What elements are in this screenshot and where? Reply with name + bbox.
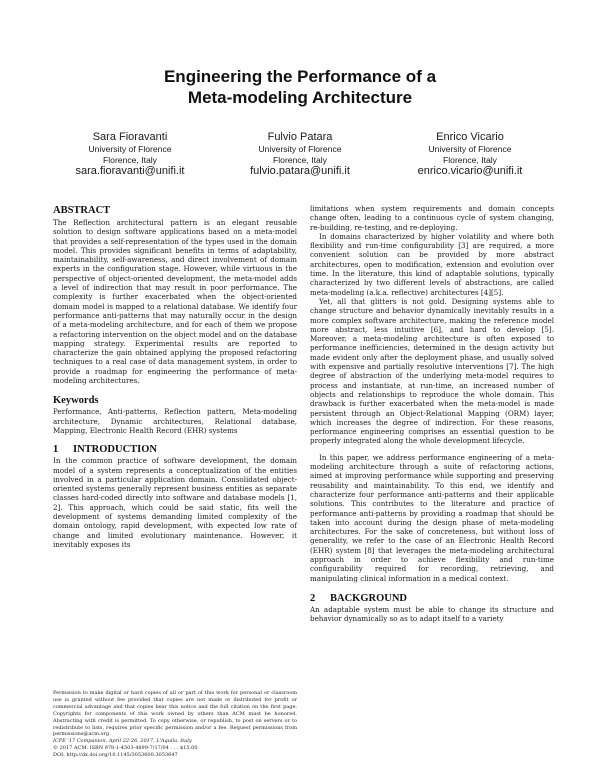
author-affiliation: University of Florence <box>258 144 342 154</box>
author-email: sara.fioravanti@unifi.it <box>75 165 185 177</box>
author-email: fulvio.patara@unifi.it <box>250 165 350 177</box>
title-line-2: Meta-modeling Architecture <box>187 88 413 107</box>
author-2 <box>215 131 385 178</box>
author-name: Sara Fioravanti <box>92 131 168 143</box>
left-column <box>53 204 297 549</box>
section-number: 2 <box>310 592 316 604</box>
copyright-footnote <box>53 690 297 759</box>
section-title: BACKGROUND <box>330 592 408 604</box>
title-line-1: Engineering the Performance of a <box>163 67 437 86</box>
abstract-heading: ABSTRACT <box>53 205 111 216</box>
conference-info: ICPE '17 Companion, April 22-26, 2017, L'Aquila, Italy <box>53 738 192 745</box>
section-title: INTRODUCTION <box>73 444 158 456</box>
section-number: 1 <box>53 444 59 456</box>
right-column <box>310 204 554 623</box>
keywords-heading: Keywords <box>53 395 99 407</box>
intro-paragraph-2: In domains characterized by higher volatility and where both flexibility and run-time configurability [3] are required, a more convenient solution can be provided by more abstract architectures, open to modification, extension and evolution over time. In the literature, this kind of adaptable solutions, typically characterized by two different levels of abstractions, are called meta-modeling (a.k.a. reflective) architectures [4][5]. <box>310 231 554 297</box>
author-location: Florence, Italy <box>443 154 497 165</box>
author-3 <box>385 131 555 178</box>
author-1 <box>45 131 215 178</box>
intro-paragraph-3: Yet, all that glitters is not gold. Designing systems able to change structure and behavior dynamically inevitably results in a more complex software architecture, making the reference model more abstract, less intuitive [6], and hard to develop [5]. Moreover, a meta-modeling architecture is often exposed to performance inefficiencies, determined in the design activity but made evident only after the deployment phase, and usually solved with expensive and partially resolutive interventions [7]. The high degree of abstraction of the underlying meta-model requires to process and instantiate, at run-time, an increased number of objects and relationships to reproduce the whole domain. This drawback is further exacerbated when the meta-model is made persistent through an Object-Relational Mapping (ORM) layer, which increases the degree of indirection. For these reasons, performance engineering comprises an essential question to be properly integrated along the whole development lifecycle. <box>310 296 554 446</box>
abstract-text: The Reflection architectural pattern is an elegant reusable solution to design software applications based on a meta-model that provides a self-representation of the types used in the domain model. This provides significant benefits in terms of adaptability, maintainability, self-awareness, and direct involvement of domain experts in the configuration stage. However, while virtuous in the perspective of object-oriented development, the meta-model adds a level of indirection that may result in poor performance. The complexity is further exacerbated when the object-oriented domain model is mapped to a relational database. We identify four performance anti-patterns that may naturally occur in the design of a meta-modeling architecture, and for each of them we propose a refactoring intervention on the object model and on the database mapping strategy. Experimental results are reported to characterize the gain obtained applying the proposed refactoring techniques to a real case of data management system, in order to provide a roadmap for engineering the performance of meta-modeling architectures. <box>53 218 297 386</box>
doi-line: DOI: http://dx.doi.org/10.1145/3053600.3053647 <box>53 752 178 759</box>
introduction-text: In the common practice of software development, the domain model of a system represents a conceptualization of the entities involved in a particular application domain. Consolidated object-oriented systems generally represent business entities as separate classes hard-coded directly into software and database models [1, 2]. This approach, which could be said static, fits well the development of systems demanding limited complexity of the domain ontology, rapid development, with expected low rate of change and limited evolutionary maintenance. However, it inevitably exposes its <box>53 456 297 549</box>
keywords-text: Performance, Anti-patterns, Reflection pattern, Meta-modeling architecture, Dynamic architectures, Relational database, Mapping, Electronic Health Record (EHR) systems <box>53 407 297 435</box>
author-block <box>45 131 555 178</box>
copyright-line: © 2017 ACM. ISBN 978-1-4503-4899-7/17/04 . . . $15.00 <box>53 745 198 752</box>
author-location: Florence, Italy <box>273 154 327 165</box>
author-location: Florence, Italy <box>103 154 157 165</box>
background-text: An adaptable system must be able to change its structure and behavior dynamically so as to adapt itself to a variety <box>310 604 554 624</box>
author-affiliation: University of Florence <box>88 144 172 154</box>
paper-title <box>60 66 540 108</box>
permission-notice: Permission to make digital or hard copies of all or part of this work for personal or classroom use is granted without fee provided that copies are not made or distributed for profit or commercial advantage and that copies bear this notice and the full citation on the first page. Copyrights for components of this work owned by others than ACM must be honored. Abstracting with credit is permitted. To copy otherwise, or republish, to post on servers or to redistribute to lists, requires prior specific permission and/or a fee. Request permissions from permissions@acm.org. <box>53 690 297 738</box>
intro-continued: limitations when system requirements and domain concepts change often, leading to a continuous cycle of system changing, re-building, re-testing, and re-deploying. <box>310 204 554 232</box>
intro-paragraph-4: In this paper, we address performance engineering of a meta-modeling architecture through a suite of refactoring actions, aimed at improving performance while supporting and preserving reusability and maintainability. To this end, we identify and characterize four performance anti-patterns and their applicable solutions. This contributes to the literature and practice of performance anti-patterns by providing a roadmap that should be taken into account during the design phase of meta-modeling architectures. For the sake of concreteness, but without loss of generality, we refer to the case of an Electronic Health Record (EHR) system [8] that leverages the meta-modeling architectural approach in order to achieve flexibility and run-time configurability required for recording, retrieving, and manipulating clinical information in a medical context. <box>310 452 554 583</box>
author-email: enrico.vicario@unifi.it <box>417 165 523 177</box>
background-heading <box>310 592 554 605</box>
author-affiliation: University of Florence <box>428 144 512 154</box>
author-name: Fulvio Patara <box>267 131 333 143</box>
author-name: Enrico Vicario <box>436 131 504 143</box>
introduction-heading <box>53 443 297 456</box>
